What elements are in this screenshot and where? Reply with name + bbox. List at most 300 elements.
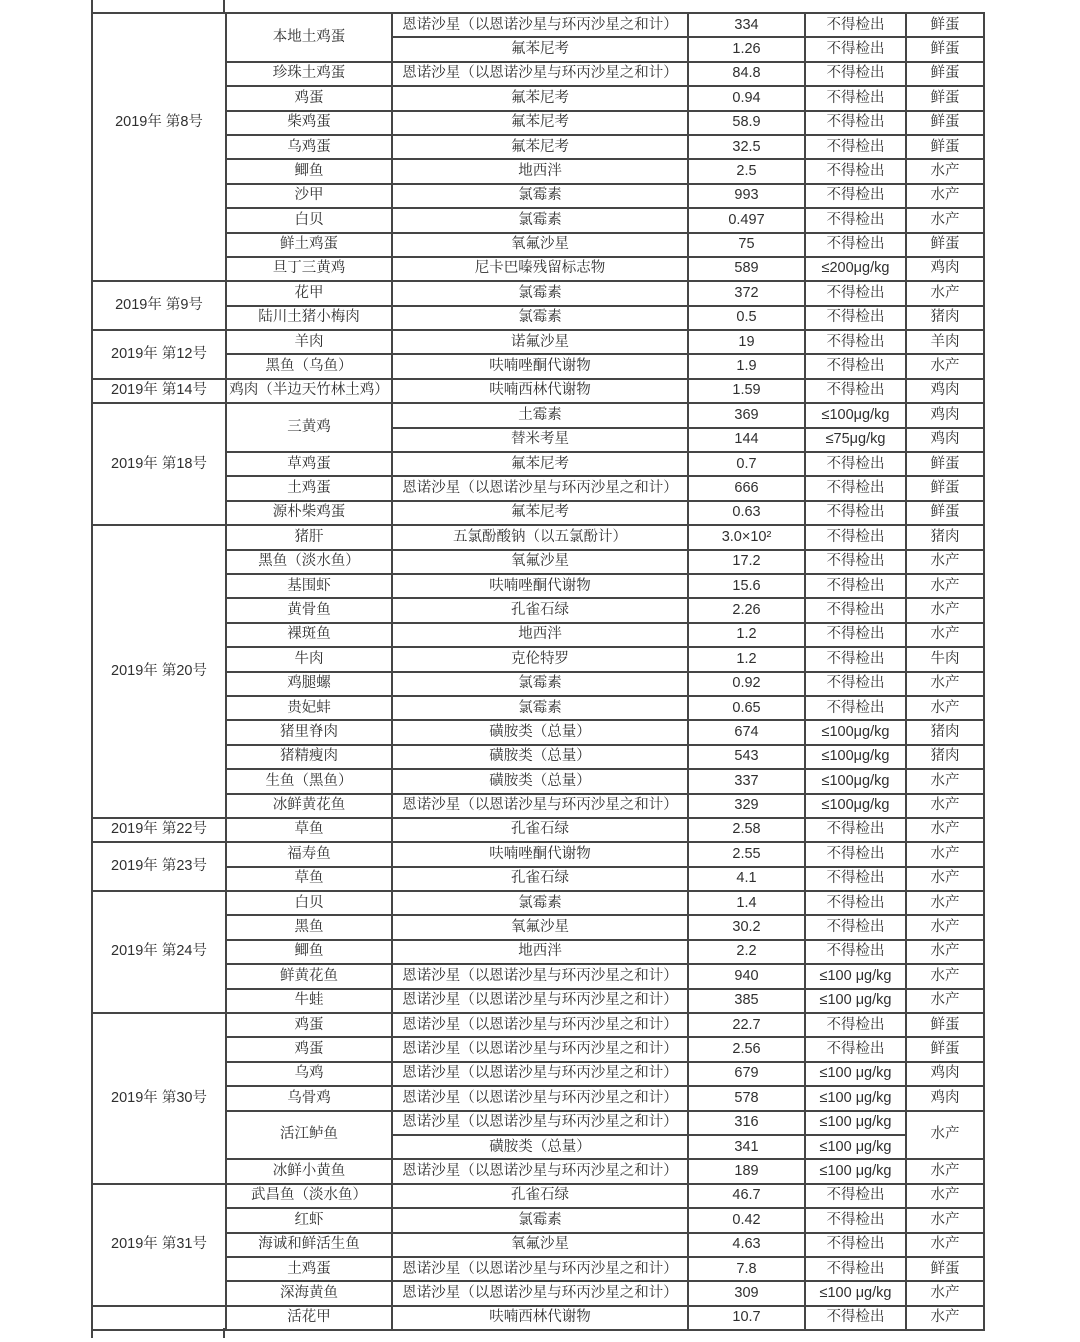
table-row: [92, 964, 984, 988]
test-item-cell: 诺氟沙星: [392, 330, 688, 354]
category-cell: 鸡肉: [906, 428, 984, 452]
category-cell: 鲜蛋: [906, 111, 984, 135]
standard-limit-cell: ≤100 μg/kg: [805, 1281, 906, 1305]
test-item-cell: 氧氟沙星: [392, 233, 688, 257]
test-item-cell: 氟苯尼考: [392, 501, 688, 525]
sample-name-cell: 黑鱼（乌鱼）: [226, 354, 392, 378]
result-value-cell: 0.7: [688, 452, 805, 476]
sample-name-cell: 羊肉: [226, 330, 392, 354]
result-value-cell: 2.56: [688, 1037, 805, 1061]
test-item-cell: 地西泮: [392, 940, 688, 964]
category-cell: 水产: [906, 696, 984, 720]
test-item-cell: 地西泮: [392, 159, 688, 183]
standard-limit-cell: 不得检出: [805, 62, 906, 86]
category-cell: 水产: [906, 1111, 984, 1160]
standard-limit-cell: ≤100 μg/kg: [805, 1062, 906, 1086]
result-value-cell: 2.2: [688, 940, 805, 964]
test-item-cell: 恩诺沙星（以恩诺沙星与环丙沙星之和计）: [392, 989, 688, 1013]
test-item-cell: 氧氟沙星: [392, 550, 688, 574]
table-row: [92, 1233, 984, 1257]
standard-limit-cell: 不得检出: [805, 1257, 906, 1281]
test-item-cell: 克伦特罗: [392, 647, 688, 671]
result-value-cell: 679: [688, 1062, 805, 1086]
sample-name-cell: 黄骨鱼: [226, 598, 392, 622]
table-row: [92, 525, 984, 549]
result-value-cell: 589: [688, 257, 805, 281]
standard-limit-cell: 不得检出: [805, 233, 906, 257]
sample-name-cell: 鲜黄花鱼: [226, 964, 392, 988]
result-value-cell: 19: [688, 330, 805, 354]
test-item-cell: 磺胺类（总量）: [392, 720, 688, 744]
standard-limit-cell: 不得检出: [805, 940, 906, 964]
test-item-cell: 恩诺沙星（以恩诺沙星与环丙沙星之和计）: [392, 1159, 688, 1183]
category-cell: 鲜蛋: [906, 135, 984, 159]
batch-cell: [92, 1184, 226, 1306]
table-row: [92, 184, 984, 208]
standard-limit-cell: 不得检出: [805, 281, 906, 305]
standard-limit-cell: 不得检出: [805, 354, 906, 378]
test-item-cell: 恩诺沙星（以恩诺沙星与环丙沙星之和计）: [392, 1037, 688, 1061]
standard-limit-cell: 不得检出: [805, 452, 906, 476]
standard-limit-cell: 不得检出: [805, 672, 906, 696]
standard-limit-cell: ≤100μg/kg: [805, 794, 906, 818]
batch-cell: [92, 379, 226, 403]
category-cell: 水产: [906, 915, 984, 939]
sample-name-cell: 海诚和鲜活生鱼: [226, 1233, 392, 1257]
test-item-cell: 恩诺沙星（以恩诺沙星与环丙沙星之和计）: [392, 1257, 688, 1281]
result-value-cell: 84.8: [688, 62, 805, 86]
category-cell: 猪肉: [906, 720, 984, 744]
category-cell: 水产: [906, 354, 984, 378]
category-cell: 鸡肉: [906, 379, 984, 403]
test-item-cell: 恩诺沙星（以恩诺沙星与环丙沙星之和计）: [392, 62, 688, 86]
batch-label: 2019年 第20号: [111, 662, 207, 679]
category-cell: 水产: [906, 1306, 984, 1330]
category-cell: 鲜蛋: [906, 37, 984, 61]
result-value-cell: 3.0×10²: [688, 525, 805, 549]
category-cell: 水产: [906, 989, 984, 1013]
test-item-cell: 呋喃唑酮代谢物: [392, 354, 688, 378]
result-value-cell: 341: [688, 1135, 805, 1159]
sample-name-cell: 冰鲜小黄鱼: [226, 1159, 392, 1183]
category-cell: 水产: [906, 1184, 984, 1208]
table-row: [92, 281, 984, 305]
standard-limit-cell: ≤100 μg/kg: [805, 1159, 906, 1183]
sample-name-cell: 红虾: [226, 1208, 392, 1232]
batch-cell: [92, 818, 226, 842]
table-row: [92, 452, 984, 476]
category-cell: 鲜蛋: [906, 1037, 984, 1061]
batch-label: 2019年 第24号: [111, 943, 207, 960]
standard-limit-cell: 不得检出: [805, 623, 906, 647]
table-row: [92, 1306, 984, 1330]
table-row: [92, 403, 984, 427]
test-item-cell: 氟苯尼考: [392, 135, 688, 159]
table-row: [92, 550, 984, 574]
sample-name-cell: 乌鸡蛋: [226, 135, 392, 159]
standard-limit-cell: 不得检出: [805, 306, 906, 330]
category-cell: 羊肉: [906, 330, 984, 354]
standard-limit-cell: 不得检出: [805, 647, 906, 671]
result-value-cell: 2.55: [688, 842, 805, 866]
table-row: [92, 208, 984, 232]
batch-cell: [92, 330, 226, 379]
batch-label: 2019年 第9号: [115, 297, 203, 314]
result-value-cell: 15.6: [688, 574, 805, 598]
category-cell: 猪肉: [906, 745, 984, 769]
category-cell: 鲜蛋: [906, 1257, 984, 1281]
standard-limit-cell: 不得检出: [805, 379, 906, 403]
result-value-cell: 2.58: [688, 818, 805, 842]
result-value-cell: 1.59: [688, 379, 805, 403]
sample-name-cell: 贵妃蚌: [226, 696, 392, 720]
standard-limit-cell: 不得检出: [805, 111, 906, 135]
sample-name-cell: 福寿鱼: [226, 842, 392, 866]
sample-name-cell: 鸡蛋: [226, 86, 392, 110]
standard-limit-cell: 不得检出: [805, 598, 906, 622]
category-cell: 鲜蛋: [906, 233, 984, 257]
standard-limit-cell: 不得检出: [805, 867, 906, 891]
result-value-cell: 2.26: [688, 598, 805, 622]
batch-label: 2019年 第12号: [111, 345, 207, 362]
sample-name-cell: 活花甲: [226, 1306, 392, 1330]
sample-name-cell: 珍珠土鸡蛋: [226, 62, 392, 86]
batch-cell: [92, 13, 226, 281]
standard-limit-cell: ≤100 μg/kg: [805, 1086, 906, 1110]
standard-limit-cell: 不得检出: [805, 501, 906, 525]
standard-limit-cell: ≤100 μg/kg: [805, 1135, 906, 1159]
category-cell: 水产: [906, 891, 984, 915]
result-value-cell: 337: [688, 769, 805, 793]
table-row: [92, 842, 984, 866]
category-cell: 水产: [906, 940, 984, 964]
standard-limit-cell: 不得检出: [805, 330, 906, 354]
batch-cell: [92, 1013, 226, 1184]
test-item-cell: 磺胺类（总量）: [392, 1135, 688, 1159]
test-item-cell: 氯霉素: [392, 208, 688, 232]
test-item-cell: 恩诺沙星（以恩诺沙星与环丙沙星之和计）: [392, 1281, 688, 1305]
standard-limit-cell: 不得检出: [805, 1037, 906, 1061]
table-row: [92, 1086, 984, 1110]
test-item-cell: 恩诺沙星（以恩诺沙星与环丙沙星之和计）: [392, 794, 688, 818]
test-item-cell: 恩诺沙星（以恩诺沙星与环丙沙星之和计）: [392, 1062, 688, 1086]
sample-name-cell: 本地土鸡蛋: [226, 13, 392, 62]
test-item-cell: 磺胺类（总量）: [392, 745, 688, 769]
table-row: [92, 623, 984, 647]
category-cell: 猪肉: [906, 306, 984, 330]
sample-name-cell: 三黄鸡: [226, 403, 392, 452]
table-row: [92, 818, 984, 842]
sample-name-cell: 基围虾: [226, 574, 392, 598]
standard-limit-cell: ≤100μg/kg: [805, 720, 906, 744]
standard-limit-cell: 不得检出: [805, 525, 906, 549]
result-value-cell: 329: [688, 794, 805, 818]
table-row: [92, 379, 984, 403]
category-cell: 鲜蛋: [906, 476, 984, 500]
sample-name-cell: 猪里脊肉: [226, 720, 392, 744]
result-value-cell: 385: [688, 989, 805, 1013]
test-item-cell: 孔雀石绿: [392, 1184, 688, 1208]
standard-limit-cell: 不得检出: [805, 208, 906, 232]
result-value-cell: 7.8: [688, 1257, 805, 1281]
standard-limit-cell: ≤200μg/kg: [805, 257, 906, 281]
category-cell: 水产: [906, 1159, 984, 1183]
test-item-cell: 恩诺沙星（以恩诺沙星与环丙沙星之和计）: [392, 1111, 688, 1135]
standard-limit-cell: 不得检出: [805, 13, 906, 37]
result-value-cell: 2.5: [688, 159, 805, 183]
result-value-cell: 1.2: [688, 647, 805, 671]
table-row: [92, 159, 984, 183]
result-value-cell: 75: [688, 233, 805, 257]
table-row: [92, 1184, 984, 1208]
result-value-cell: 1.4: [688, 891, 805, 915]
result-value-cell: 144: [688, 428, 805, 452]
standard-limit-cell: 不得检出: [805, 696, 906, 720]
test-item-cell: 氯霉素: [392, 306, 688, 330]
test-item-cell: 磺胺类（总量）: [392, 769, 688, 793]
sample-name-cell: 牛蛙: [226, 989, 392, 1013]
test-item-cell: 孔雀石绿: [392, 867, 688, 891]
sample-name-cell: 鸡腿螺: [226, 672, 392, 696]
test-results-table: [91, 12, 985, 1331]
standard-limit-cell: ≤100 μg/kg: [805, 1111, 906, 1135]
table-row: [92, 1013, 984, 1037]
table-row: [92, 1037, 984, 1061]
category-cell: 水产: [906, 964, 984, 988]
test-item-cell: 尼卡巴嗪残留标志物: [392, 257, 688, 281]
table-row: [92, 769, 984, 793]
test-item-cell: 氧氟沙星: [392, 915, 688, 939]
table-row: [92, 696, 984, 720]
test-item-cell: 氧氟沙星: [392, 1233, 688, 1257]
sample-name-cell: 鲫鱼: [226, 159, 392, 183]
result-value-cell: 369: [688, 403, 805, 427]
category-cell: 牛肉: [906, 647, 984, 671]
sample-name-cell: 鸡蛋: [226, 1037, 392, 1061]
standard-limit-cell: 不得检出: [805, 184, 906, 208]
result-value-cell: 0.497: [688, 208, 805, 232]
sample-name-cell: 鲫鱼: [226, 940, 392, 964]
result-value-cell: 4.63: [688, 1233, 805, 1257]
test-item-cell: 地西泮: [392, 623, 688, 647]
table-row: [92, 1257, 984, 1281]
result-value-cell: 578: [688, 1086, 805, 1110]
sample-name-cell: 活江鲈鱼: [226, 1111, 392, 1160]
test-results-table-wrapper: [91, 12, 985, 1331]
category-cell: 鸡肉: [906, 1062, 984, 1086]
test-item-cell: 氟苯尼考: [392, 37, 688, 61]
batch-cell: [92, 842, 226, 891]
standard-limit-cell: 不得检出: [805, 1306, 906, 1330]
table-row: [92, 111, 984, 135]
category-cell: 水产: [906, 159, 984, 183]
test-item-cell: 呋喃唑酮代谢物: [392, 574, 688, 598]
sample-name-cell: 白贝: [226, 208, 392, 232]
category-cell: 猪肉: [906, 525, 984, 549]
test-item-cell: 氟苯尼考: [392, 452, 688, 476]
result-value-cell: 1.26: [688, 37, 805, 61]
standard-limit-cell: 不得检出: [805, 135, 906, 159]
test-item-cell: 氟苯尼考: [392, 86, 688, 110]
standard-limit-cell: 不得检出: [805, 891, 906, 915]
sample-name-cell: 乌鸡: [226, 1062, 392, 1086]
category-cell: 鲜蛋: [906, 1013, 984, 1037]
test-item-cell: 恩诺沙星（以恩诺沙星与环丙沙星之和计）: [392, 1086, 688, 1110]
batch-label: 2019年 第22号: [111, 821, 207, 838]
test-item-cell: 氯霉素: [392, 281, 688, 305]
sample-name-cell: 草鸡蛋: [226, 452, 392, 476]
result-value-cell: 543: [688, 745, 805, 769]
test-item-cell: 氯霉素: [392, 1208, 688, 1232]
sample-name-cell: 黑鱼: [226, 915, 392, 939]
result-value-cell: 316: [688, 1111, 805, 1135]
sample-name-cell: 白贝: [226, 891, 392, 915]
table-row: [92, 915, 984, 939]
table-row: [92, 1208, 984, 1232]
table-row: [92, 720, 984, 744]
standard-limit-cell: ≤100μg/kg: [805, 745, 906, 769]
batch-cell: [92, 281, 226, 330]
result-value-cell: 309: [688, 1281, 805, 1305]
standard-limit-cell: ≤75μg/kg: [805, 428, 906, 452]
result-value-cell: 58.9: [688, 111, 805, 135]
sample-name-cell: 生鱼（黑鱼）: [226, 769, 392, 793]
batch-label: 2019年 第23号: [111, 858, 207, 875]
standard-limit-cell: ≤100 μg/kg: [805, 964, 906, 988]
category-cell: 鲜蛋: [906, 452, 984, 476]
test-item-cell: 替米考星: [392, 428, 688, 452]
result-value-cell: 1.2: [688, 623, 805, 647]
category-cell: 鲜蛋: [906, 501, 984, 525]
table-row: [92, 1111, 984, 1135]
table-row: [92, 135, 984, 159]
sample-name-cell: 冰鲜黄花鱼: [226, 794, 392, 818]
test-item-cell: 孔雀石绿: [392, 598, 688, 622]
result-value-cell: 4.1: [688, 867, 805, 891]
result-value-cell: 372: [688, 281, 805, 305]
standard-limit-cell: 不得检出: [805, 1184, 906, 1208]
result-value-cell: 0.92: [688, 672, 805, 696]
table-row: [92, 672, 984, 696]
test-item-cell: 孔雀石绿: [392, 818, 688, 842]
test-item-cell: 恩诺沙星（以恩诺沙星与环丙沙星之和计）: [392, 476, 688, 500]
sample-name-cell: 鲜土鸡蛋: [226, 233, 392, 257]
standard-limit-cell: ≤100 μg/kg: [805, 989, 906, 1013]
category-cell: 水产: [906, 550, 984, 574]
table-row: [92, 306, 984, 330]
sample-name-cell: 猪精瘦肉: [226, 745, 392, 769]
test-item-cell: 氯霉素: [392, 672, 688, 696]
sample-name-cell: 花甲: [226, 281, 392, 305]
table-row: [92, 86, 984, 110]
test-item-cell: 氯霉素: [392, 184, 688, 208]
category-cell: 水产: [906, 769, 984, 793]
standard-limit-cell: 不得检出: [805, 550, 906, 574]
table-row: [92, 940, 984, 964]
result-value-cell: 334: [688, 13, 805, 37]
test-item-cell: 氯霉素: [392, 891, 688, 915]
sample-name-cell: 草鱼: [226, 867, 392, 891]
batch-cell: [92, 891, 226, 1013]
sample-name-cell: 深海黄鱼: [226, 1281, 392, 1305]
standard-limit-cell: 不得检出: [805, 915, 906, 939]
category-cell: 水产: [906, 1281, 984, 1305]
category-cell: 水产: [906, 1208, 984, 1232]
table-row: [92, 330, 984, 354]
batch-label: 2019年 第18号: [111, 455, 207, 472]
standard-limit-cell: 不得检出: [805, 159, 906, 183]
batch-cell: [92, 1306, 226, 1330]
sample-name-cell: 鸡蛋: [226, 1013, 392, 1037]
result-value-cell: 32.5: [688, 135, 805, 159]
category-cell: 鲜蛋: [906, 86, 984, 110]
table-row: [92, 233, 984, 257]
result-value-cell: 1.9: [688, 354, 805, 378]
result-value-cell: 666: [688, 476, 805, 500]
result-value-cell: 0.5: [688, 306, 805, 330]
batch-cell: [92, 403, 226, 525]
standard-limit-cell: ≤100μg/kg: [805, 403, 906, 427]
test-item-cell: 呋喃西林代谢物: [392, 1306, 688, 1330]
table-row: [92, 476, 984, 500]
table-row: [92, 891, 984, 915]
result-value-cell: 940: [688, 964, 805, 988]
category-cell: 水产: [906, 208, 984, 232]
category-cell: 鸡肉: [906, 403, 984, 427]
result-value-cell: 17.2: [688, 550, 805, 574]
category-cell: 水产: [906, 623, 984, 647]
category-cell: 水产: [906, 1233, 984, 1257]
table-row: [92, 501, 984, 525]
test-item-cell: 五氯酚酸钠（以五氯酚计）: [392, 525, 688, 549]
result-value-cell: 0.42: [688, 1208, 805, 1232]
sample-name-cell: 柴鸡蛋: [226, 111, 392, 135]
standard-limit-cell: 不得检出: [805, 1208, 906, 1232]
category-cell: 水产: [906, 184, 984, 208]
test-item-cell: 氯霉素: [392, 696, 688, 720]
sample-name-cell: 旦丁三黄鸡: [226, 257, 392, 281]
standard-limit-cell: ≤100μg/kg: [805, 769, 906, 793]
result-value-cell: 993: [688, 184, 805, 208]
result-value-cell: 22.7: [688, 1013, 805, 1037]
result-value-cell: 189: [688, 1159, 805, 1183]
batch-label: 2019年 第30号: [111, 1089, 207, 1106]
sample-name-cell: 牛肉: [226, 647, 392, 671]
sample-name-cell: 乌骨鸡: [226, 1086, 392, 1110]
result-value-cell: 0.65: [688, 696, 805, 720]
category-cell: 水产: [906, 672, 984, 696]
table-row: [92, 574, 984, 598]
standard-limit-cell: 不得检出: [805, 818, 906, 842]
category-cell: 水产: [906, 598, 984, 622]
sample-name-cell: 土鸡蛋: [226, 476, 392, 500]
standard-limit-cell: 不得检出: [805, 476, 906, 500]
table-row: [92, 1062, 984, 1086]
standard-limit-cell: 不得检出: [805, 842, 906, 866]
result-value-cell: 674: [688, 720, 805, 744]
category-cell: 水产: [906, 867, 984, 891]
table-row: [92, 257, 984, 281]
result-value-cell: 46.7: [688, 1184, 805, 1208]
category-cell: 鸡肉: [906, 1086, 984, 1110]
table-row: [92, 647, 984, 671]
category-cell: 水产: [906, 281, 984, 305]
result-value-cell: 0.63: [688, 501, 805, 525]
table-row: [92, 62, 984, 86]
result-value-cell: 0.94: [688, 86, 805, 110]
test-item-cell: 氟苯尼考: [392, 111, 688, 135]
table-row: [92, 989, 984, 1013]
